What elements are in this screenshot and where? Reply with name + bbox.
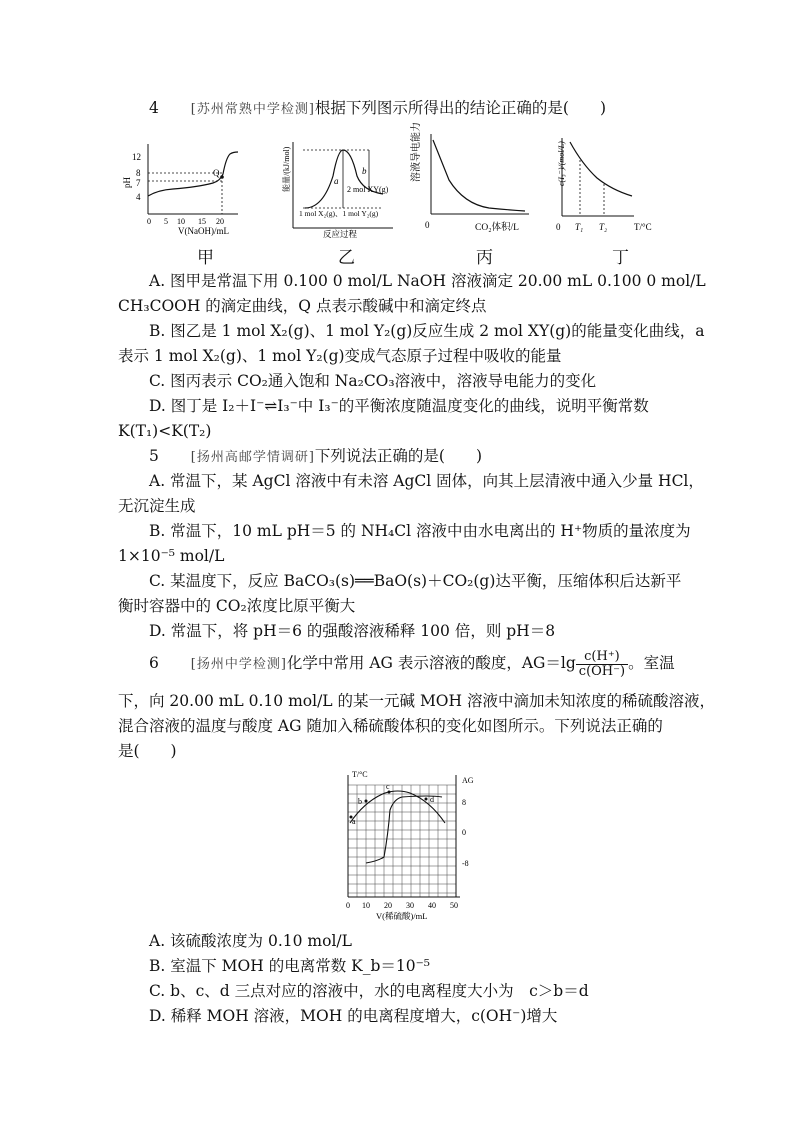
q6-stem-b: 。室温 — [628, 654, 675, 672]
q5-number: 5 — [149, 447, 159, 465]
reactant-label: 1 mol X₂(g)、1 mol Y₂(g) — [299, 209, 379, 218]
q4-option-b-line1: B. 图乙是 1 mol X₂(g)、1 mol Y₂(g)反应生成 2 mol XY(g)的能量变化曲线，a — [149, 322, 705, 340]
energy-curve — [305, 150, 383, 208]
ytick: 8 — [136, 168, 141, 178]
grid — [348, 785, 456, 897]
q5-option-b-line2: 1×10⁻⁵ mol/L — [118, 547, 225, 565]
product-label: 2 mol XY(g) — [347, 185, 389, 194]
q5-option-a-line1: A. 常温下，某 AgCl 溶液中有未溶 AgCl 固体，向其上层清液中通入少量 HCl， — [149, 472, 704, 490]
xtick: 10 — [177, 217, 185, 226]
y-axis-label: 溶液导电能力 — [411, 122, 422, 182]
point-a-label: a — [352, 817, 356, 826]
label-ding: 丁 — [612, 248, 629, 268]
xtick: 20 — [384, 901, 392, 910]
q6-option-c: C. b、c、d 三点对应的溶液中，水的电离程度大小为 c＞b＝d — [149, 982, 589, 1000]
q6-option-b: B. 室温下 MOH 的电离常数 K_b＝10⁻⁵ — [149, 957, 430, 975]
right-axis-label: AG — [462, 776, 474, 785]
q4-option-a-line1: A. 图甲是常温下用 0.100 0 mol/L NaOH 溶液滴定 20.00 mL 0.100 0 mol/L — [149, 272, 706, 290]
xtick: 40 — [428, 901, 436, 910]
left-axis-label: T/°C — [352, 770, 368, 779]
fraction-denominator: c(OH⁻) — [578, 663, 626, 679]
xtick: 10 — [362, 901, 370, 910]
q4-option-d-line1: D. 图丁是 I₂＋I⁻⇌I₃⁻中 I₃⁻的平衡浓度随温度变化的曲线，说明平衡常数 — [149, 397, 649, 415]
concentration-curve — [570, 142, 632, 196]
q4-stem: 根据下列图示所得出的结论正确的是( ) — [314, 99, 607, 117]
q5-option-a-line2: 无沉淀生成 — [118, 497, 196, 515]
t1-label: T₁ — [575, 222, 584, 232]
q6-line2: 下，向 20.00 mL 0.10 mol/L 的某一元碱 MOH 溶液中滴加未知浓度的稀硫酸溶液， — [118, 692, 715, 710]
q5-stem: 下列说法正确的是( ) — [314, 447, 483, 465]
figure-bing — [409, 122, 534, 236]
ytick: 7 — [136, 178, 141, 188]
xtick: 15 — [198, 217, 206, 226]
xtick: 0 — [147, 217, 151, 226]
y-axis-label: 能量/(kJ/mol) — [282, 146, 291, 192]
x-axis-label: V(稀硫酸)/mL — [376, 911, 428, 921]
q6-number: 6 — [149, 654, 159, 672]
fraction-numerator: c(H⁺) — [576, 650, 628, 665]
q4-option-a-line2: CH₃COOH 的滴定曲线，Q 点表示酸碱中和滴定终点 — [118, 297, 487, 315]
y-axis-label: pH — [122, 177, 132, 188]
ag-fraction — [576, 650, 628, 679]
ytick: 4 — [136, 192, 141, 202]
ag-tick: 8 — [462, 798, 466, 807]
point-d-label: d — [430, 795, 434, 804]
q6-source: [扬州中学检测] — [190, 657, 287, 672]
q5-header — [149, 445, 482, 469]
point-b-label: b — [358, 797, 362, 806]
point-c-label: c — [386, 782, 390, 791]
q6-option-d: D. 稀释 MOH 溶液，MOH 的电离程度增大，c(OH⁻)增大 — [149, 1007, 558, 1025]
xtick: 20 — [216, 217, 224, 226]
q6-stem-a: 化学中常用 AG 表示溶液的酸度，AG＝lg — [286, 654, 576, 672]
q4-number: 4 — [149, 99, 159, 117]
figure-jia — [118, 136, 278, 236]
q4-source: [苏州常熟中学检测] — [190, 102, 315, 117]
q6-header — [149, 648, 675, 680]
q5-source: [扬州高邮学情调研] — [190, 450, 315, 465]
label-jia: 甲 — [197, 248, 214, 268]
point-b — [365, 800, 368, 803]
origin-label: 0 — [425, 220, 430, 230]
x-axis-label: T/°C — [634, 222, 652, 232]
point-d — [425, 798, 428, 801]
ytick: 12 — [132, 152, 141, 162]
ag-tick: -8 — [462, 859, 469, 868]
label-yi: 乙 — [338, 248, 355, 268]
figure-ding — [542, 134, 667, 236]
q4-option-c: C. 图丙表示 CO₂通入饱和 Na₂CO₃溶液中，溶液导电能力的变化 — [149, 372, 597, 390]
x-axis-label: V(NaOH)/mL — [178, 226, 229, 236]
figure-q6 — [330, 765, 490, 925]
t2-label: T₂ — [599, 222, 608, 232]
q6-option-a: A. 该硫酸浓度为 0.10 mol/L — [149, 932, 352, 950]
label-b: b — [362, 166, 367, 176]
q4-header — [149, 97, 606, 121]
x-axis-label: CO₂体积/L — [475, 223, 519, 233]
q6-line4: 是( ) — [118, 742, 177, 760]
point-q — [220, 175, 224, 179]
xtick: 5 — [164, 217, 168, 226]
q5-option-d: D. 常温下，将 pH＝6 的强酸溶液稀释 100 倍，则 pH＝8 — [149, 622, 556, 640]
label-a: a — [334, 176, 339, 186]
ag-tick: 0 — [462, 828, 466, 837]
q5-option-c-line1: C. 某温度下，反应 BaCO₃(s)══BaO(s)＋CO₂(g)达平衡，压缩体积后达新平 — [149, 572, 682, 590]
figure-yi — [282, 136, 403, 239]
xtick: 50 — [450, 901, 458, 910]
xtick: 0 — [346, 901, 350, 910]
label-bing: 丙 — [476, 248, 493, 268]
conductivity-curve — [433, 140, 525, 211]
q4-option-b-line2: 表示 1 mol X₂(g)、1 mol Y₂(g)变成气态原子过程中吸收的能量 — [118, 347, 562, 365]
q5-option-b-line1: B. 常温下，10 mL pH＝5 的 NH₄Cl 溶液中由水电离出的 H⁺物质的量浓度为 — [149, 522, 691, 540]
origin-label: 0 — [556, 222, 561, 232]
q6-line3: 混合溶液的温度与酸度 AG 随加入稀硫酸体积的变化如图所示。下列说法正确的 — [118, 717, 663, 735]
point-q-label: Q — [213, 168, 220, 178]
q5-option-c-line2: 衡时容器中的 CO₂浓度比原平衡大 — [118, 597, 356, 615]
titration-curve — [148, 152, 238, 196]
y-axis-label: c(I₃⁻)/(mol/L) — [557, 141, 566, 186]
xtick: 30 — [406, 901, 414, 910]
q4-option-d-line2: K(T₁)<K(T₂) — [118, 422, 212, 440]
x-axis-label: 反应过程 — [323, 229, 358, 239]
